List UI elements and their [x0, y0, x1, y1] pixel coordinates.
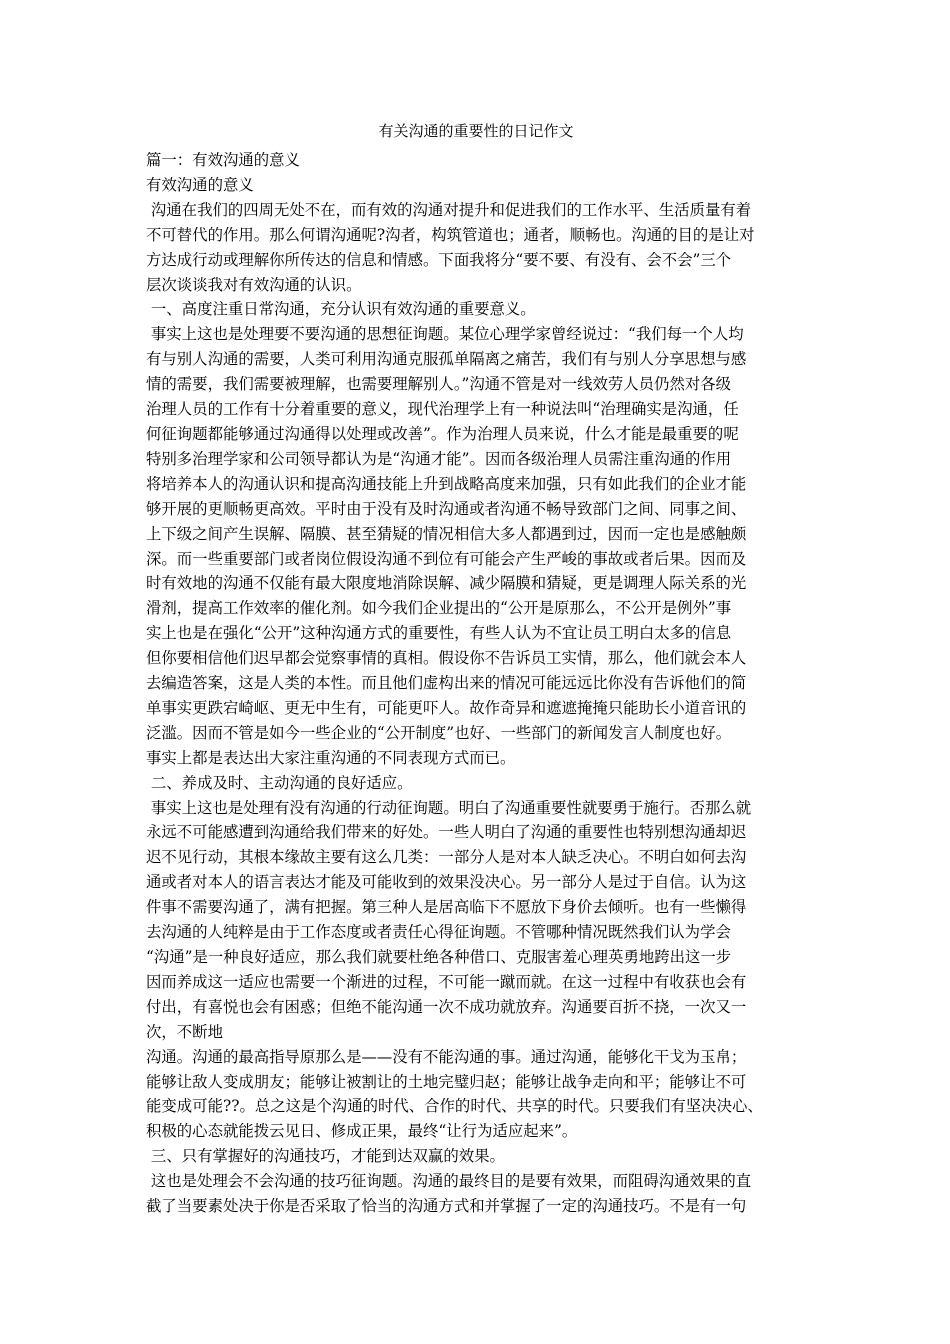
body-line: 有与别人沟通的需要，人类可利用沟通克服孤单隔离之痛苦，我们有与别人分享思想与感	[146, 350, 747, 369]
body-line: 能够让敌人变成朋友；能够让被割让的土地完璧归赵；能够让战争走向和平；能够让不可	[146, 1072, 747, 1091]
body-line: 但你要相信他们迟早都会觉察事情的真相。假设你不告诉员工实情，那么，他们就会本人	[146, 649, 747, 668]
body-line: 付出，有喜悦也会有困惑；但绝不能沟通一次不成功就放弃。沟通要百折不挠，一次又一	[146, 997, 747, 1016]
body-line: 实上也是在强化“公开”这种沟通方式的重要性，有些人认为不宜让员工明白太多的信息	[146, 624, 732, 643]
document-title: 有关沟通的重要性的日记作文	[378, 122, 574, 140]
body-line: 不可替代的作用。那么何谓沟通呢?沟者，构筑管道也；通者，顺畅也。沟通的目的是让对	[146, 225, 755, 244]
body-line: 事实上这也是处理要不要沟通的思想征询题。某位心理学家曾经说过：“我们每一个人均	[146, 325, 744, 344]
body-line: 二、养成及时、主动沟通的良好适应。	[146, 773, 413, 792]
body-line: 去编造答案，这是人类的本性。而且他们虚构出来的情况可能远远比你没有告诉他们的简	[146, 674, 747, 693]
body-line: 沟通。沟通的最高指导原那么是——没有不能沟通的事。通过沟通，能够化干戈为玉帛；	[146, 1047, 747, 1066]
body-line: “沟通”是一种良好适应，那么我们就要杜绝各种借口、克服害羞心理英勇地跨出这一步	[146, 948, 732, 966]
body-line: 滑剂，提高工作效率的催化剂。如今我们企业提出的“公开是原那么，不公开是例外”事	[146, 599, 732, 618]
body-line: 事实上这也是处理有没有沟通的行动征询题。明白了沟通重要性就要勇于施行。否那么就	[146, 798, 752, 817]
body-line: 深。而一些重要部门或者岗位假设沟通不到位有可能会产生严峻的事故或者后果。因而及	[146, 549, 747, 568]
body-line: 去沟通的人纯粹是由于工作态度或者责任心得征询题。不管哪种情况既然我们认为学会	[146, 923, 731, 942]
body-line: 事实上都是表达出大家注重沟通的不同表现方式而已。	[146, 748, 516, 767]
body-line: 因而养成这一适应也需要一个渐进的过程，不可能一蹴而就。在这一过程中有收获也会有	[146, 972, 747, 991]
body-line: 迟不见行动，其根本缘故主要有这么几类：一部分人是对本人缺乏决心。不明白如何去沟	[146, 848, 747, 867]
body-line: 够开展的更顺畅更高效。平时由于没有及时沟通或者沟通不畅导致部门之间、同事之间、	[146, 499, 747, 518]
body-line: 篇一：有效沟通的意义	[146, 151, 300, 169]
document-page	[146, 118, 806, 1219]
body-line: 件事不需要沟通了，满有把握。第三种人是居高临下不愿放下身价去倾听。也有一些懒得	[146, 898, 747, 917]
body-line: 特别多治理学家和公司领导都认为是“沟通才能”。因而各级治理人员需注重沟通的作用	[146, 449, 732, 468]
body-line: 将培养本人的沟通认识和提高沟通技能上升到战略高度来加强，只有如此我们的企业才能	[146, 474, 747, 493]
body-line: 次，不断地	[146, 1022, 223, 1041]
body-line: 何征询题都能够通过沟通得以处理或改善”。作为治理人员来说，什么才能是最重要的呢	[146, 424, 739, 443]
body-line: 治理人员的工作有十分着重要的意义，现代治理学上有一种说法叫“治理确实是沟通，任	[146, 400, 739, 419]
body-line: 时有效地的沟通不仅能有最大限度地消除误解、减少隔膜和猜疑，更是调理人际关系的光	[146, 574, 747, 593]
body-line: 通或者对本人的语言表达才能及可能收到的效果没决心。另一部分人是过于自信。认为这	[146, 873, 747, 892]
body-line: 层次谈谈我对有效沟通的认识。	[146, 275, 362, 294]
document-body	[146, 148, 806, 1219]
body-line: 截了当要素处决于你是否采取了恰当的沟通方式和并掌握了一定的沟通技巧。不是有一句	[146, 1197, 747, 1216]
body-line: 有效沟通的意义	[146, 175, 254, 194]
body-line: 上下级之间产生误解、隔膜、甚至猜疑的情况相信大多人都遇到过，因而一定也是感触颇	[146, 524, 747, 543]
body-line: 积极的心态就能拨云见日、修成正果，最终“让行为适应起来”。	[146, 1122, 578, 1141]
body-line: 沟通在我们的四周无处不在，而有效的沟通对提升和促进我们的工作水平、生活质量有着	[146, 200, 752, 219]
body-line: 一、高度注重日常沟通，充分认识有效沟通的重要意义。	[146, 300, 536, 319]
body-line: 方达成行动或理解你所传达的信息和情感。下面我将分“要不要、有没有、会不会”三个	[146, 250, 732, 269]
body-line: 永远不可能感遭到沟通给我们带来的好处。一些人明白了沟通的重要性也特别想沟通却迟	[146, 823, 747, 842]
body-line: 单事实更跌宕崎岖、更无中生有，可能更吓人。故作奇异和遮遮掩掩只能助长小道音讯的	[146, 698, 747, 717]
body-line: 这也是处理会不会沟通的技巧征询题。沟通的最终目的是要有效果，而阻碍沟通效果的直	[146, 1172, 752, 1191]
body-line: 三、只有掌握好的沟通技巧，才能到达双赢的效果。	[146, 1147, 505, 1166]
body-line: 能变成可能??。总之这是个沟通的时代、合作的时代、共享的时代。只要我们有坚决决心、	[146, 1097, 763, 1116]
body-line: 泛滥。因而不管是如今一些企业的“公开制度”也好、一些部门的新闻发言人制度也好。	[146, 723, 732, 742]
body-line: 情的需要，我们需要被理解，也需要理解别人。”沟通不管是对一线效劳人员仍然对各级	[146, 375, 732, 394]
